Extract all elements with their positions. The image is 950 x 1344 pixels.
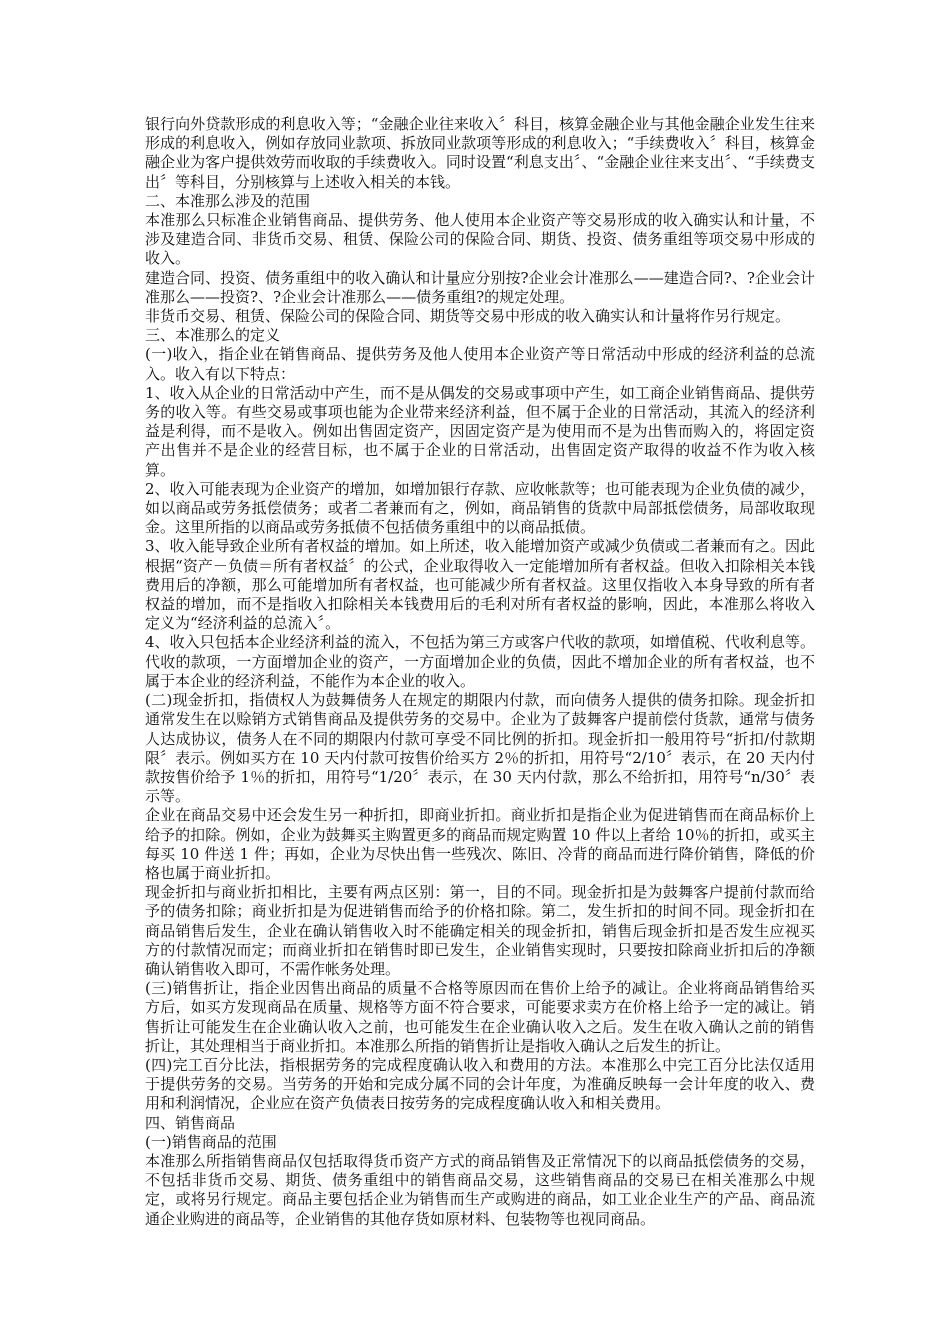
section-heading-sale-of-goods: 四、销售商品 <box>145 1113 236 1132</box>
paragraph-percentage-of-completion: (四)完工百分比法，指根据劳务的完成程度确认收入和费用的方法。本准那么中完工百分比法仅适用于提供劳务的交易。当劳务的开始和完成分属不同的会计年度，为准确反映每一会计年度的收入、费用和利润情况，企业应在资产负债表日按劳务的完成程度确认收入和相关费用。 <box>145 1055 815 1113</box>
paragraph-revenue-feature-2: 2、收入可能表现为企业资产的增加，如增加银行存款、应收帐款等；也可能表现为企业负债的减少，如以商品或劳务抵偿债务；或者二者兼而有之，例如，商品销售的货款中局部抵偿债务，局部收取现金。这里所指的以商品或劳务抵债不包括债务重组中的以商品抵债。 <box>145 479 815 537</box>
paragraph-cash-discount: (二)现金折扣，指债权人为鼓舞债务人在规定的期限内付款，而向债务人提供的债务扣除。现金折扣通常发生在以赊销方式销售商品及提供劳务的交易中。企业为了鼓舞客户提前偿付货款，通常与债务人达成协议，债务人在不同的期限内付款可享受不同比例的折扣。现金折扣一般用符号“折扣/付款期限〞表示。例如买方在 10 天内付款可按售价给买方 2％的折扣，用符号“2/10〞表示，在 20 天内付款按售价给予 1％的折扣，用符号“1/20〞表示，在 30 天内付款，那么不给折扣，用符号“n/30〞表示等。 <box>145 691 815 806</box>
paragraph-goods-scope: 本准那么所指销售商品仅包括取得货币资产方式的商品销售及正常情况下的以商品抵偿债务的交易，不包括非货币交易、期货、债务重组中的销售商品交易，这些销售商品的交易已在相关准那么中规定，或将另行规定。商品主要包括企业为销售而生产或购进的商品，如工业企业生产的产品、商品流通企业购进的商品等，企业销售的其他存货如原材料、包装物等也视同商品。 <box>145 1151 815 1228</box>
paragraph-trade-discount: 企业在商品交易中还会发生另一种折扣，即商业折扣。商业折扣是指企业为促进销售而在商品标价上给予的扣除。例如，企业为鼓舞买主购置更多的商品而规定购置 10 件以上者给 10％的折扣，或买主每买 10 件送 1 件；再如，企业为尽快出售一些残次、陈旧、冷背的商品而进行降价销售，降低的价格也属于商业折扣。 <box>145 806 815 882</box>
paragraph-revenue-feature-3: 3、收入能导致企业所有者权益的增加。如上所述，收入能增加资产或减少负债或二者兼而有之。因此根据“资产－负债＝所有者权益〞的公式，企业取得收入一定能增加所有者权益。但收入扣除相关本钱费用后的净额，那么可能增加所有者权益，也可能减少所有者权益。这里仅指收入本身导致的所有者权益的增加，而不是指收入扣除相关本钱费用后的毛利对所有者权益的影响，因此，本准那么将收入定义为“经济利益的总流入〞。 <box>145 537 815 633</box>
paragraph-interest-income-accounts: 银行向外贷款形成的利息收入等；“金融企业往来收入〞科目，核算金融企业与其他金融企业发生往来形成的利息收入，例如存放同业款项、拆放同业款项等形成的利息收入；“手续费收入〞科目，核算金融企业为客户提供效劳而收取的手续费收入。同时设置“利息支出〞、“金融企业往来支出〞、“手续费支出〞等科目，分别核算与上述收入相关的本钱。 <box>145 115 815 191</box>
document-page <box>145 115 815 1229</box>
paragraph-revenue-feature-1: 1、收入从企业的日常活动中产生，而不是从偶发的交易或事项中产生，如工商企业销售商品、提供劳务的收入等。有些交易或事项也能为企业带来经济利益，但不属于企业的日常活动，其流入的经济利益是利得，而不是收入。例如出售固定资产，因固定资产是为使用而不是为出售而购入的，将固定资产出售并不是企业的经营目标，也不属于企业的日常活动，出售固定资产取得的收益不作为收入核算。 <box>145 383 815 479</box>
subsection-heading-goods-scope: (一)销售商品的范围 <box>145 1132 277 1151</box>
section-heading-scope: 二、本准那么涉及的范围 <box>145 191 311 210</box>
paragraph-scope-future-rules: 非货币交易、租赁、保险公司的保险合同、期货等交易中形成的收入确实认和计量将作另行规定。 <box>145 307 791 326</box>
paragraph-sales-allowance: (三)销售折让，指企业因售出商品的质量不合格等原因而在售价上给予的减让。企业将商品销售给买方后，如买方发现商品在质量、规格等方面不符合要求，可能要求卖方在价格上给予一定的减让。销售折让可能发生在企业确认收入之前，也可能发生在企业确认收入之后。发生在收入确认之前的销售折让，其处理相当于商业折扣。本准那么所指的销售折让是指收入确认之后发生的折让。 <box>145 979 815 1055</box>
paragraph-scope: 本准那么只标准企业销售商品、提供劳务、他人使用本企业资产等交易形成的收入确实认和计量，不涉及建造合同、非货币交易、租赁、保险公司的保险合同、期货、投资、债务重组等项交易中形成的收入。 <box>145 211 815 268</box>
paragraph-discount-comparison: 现金折扣与商业折扣相比，主要有两点区别：第一，目的不同。现金折扣是为鼓舞客户提前付款而给予的债务扣除；商业折扣是为促进销售而给予的价格扣除。第二，发生折扣的时间不同。现金折扣在商品销售后发生，企业在确认销售收入时不能确定相关的现金折扣，销售后现金折扣是否发生应视买方的付款情况而定；而商业折扣在销售时即已发生，企业销售实现时，只要按扣除商业折扣后的净额确认销售收入即可，不需作帐务处理。 <box>145 883 815 978</box>
section-heading-definitions: 三、本准那么的定义 <box>145 326 281 345</box>
paragraph-scope-other-standards: 建造合同、投资、债务重组中的收入确认和计量应分别按?企业会计准那么——建造合同?、?企业会计准那么——投资?、?企业会计准那么——债务重组?的规定处理。 <box>145 268 815 306</box>
paragraph-revenue-definition: (一)收入，指企业在销售商品、提供劳务及他人使用本企业资产等日常活动中形成的经济利益的总流入。收入有以下特点： <box>145 345 815 383</box>
paragraph-revenue-feature-4: 4、收入只包括本企业经济利益的流入，不包括为第三方或客户代收的款项，如增值税、代收利息等。代收的款项，一方面增加企业的资产，一方面增加企业的负债，因此不增加企业的所有者权益，也不属于本企业的经济利益，不能作为本企业的收入。 <box>145 633 815 690</box>
